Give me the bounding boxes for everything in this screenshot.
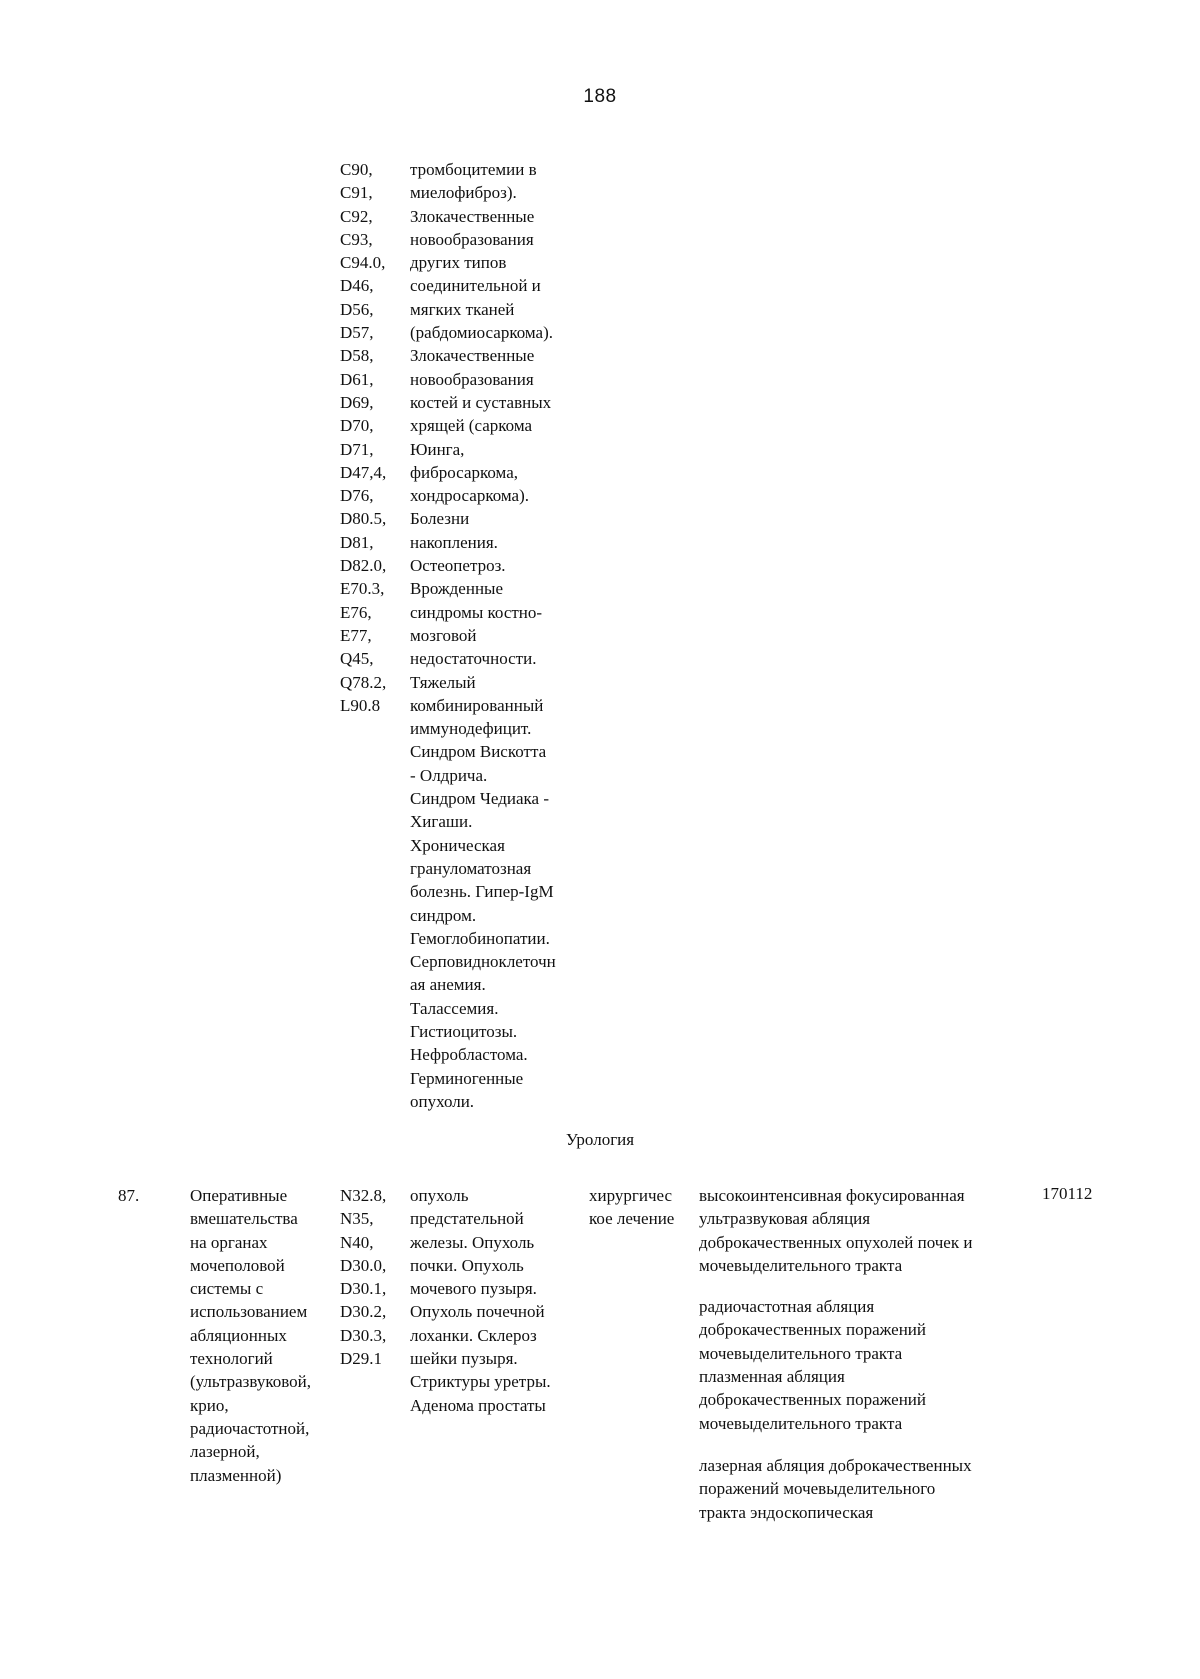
icd-code: C94.0, [340, 253, 386, 273]
diagnosis-line: опухоль [410, 1186, 469, 1205]
icd-code: N35, [340, 1209, 374, 1229]
treatment-line: хирургичес [589, 1186, 673, 1205]
method-plasma [699, 1365, 972, 1435]
diagnosis-line: шейки пузыря. [410, 1349, 518, 1369]
treatment-line: кое лечение [589, 1209, 675, 1229]
icd-code: D56, [340, 299, 374, 319]
method-line: поражений мочевыделительного [699, 1479, 936, 1499]
diagnosis-line: соединительной и [410, 276, 541, 296]
diagnosis-line: (рабдомиосаркома). [410, 323, 554, 343]
method-line: доброкачественных опухолей почек и [699, 1232, 973, 1252]
diagnosis-line: иммунодефицит. [410, 719, 532, 739]
diagnosis-line: Тяжелый [410, 672, 476, 692]
icd-code: D80.5, [340, 509, 387, 529]
diagnosis-line: Хроническая [410, 835, 505, 855]
procedure-line: крио, [190, 1395, 229, 1415]
icd-code: D81, [340, 532, 374, 552]
icd-code: Q45, [340, 649, 374, 669]
icd-code: Q78.2, [340, 672, 387, 692]
page-number: 188 [583, 86, 617, 107]
diagnosis-line: Остеопетроз. [410, 556, 506, 576]
icd-code: D70, [340, 416, 374, 436]
icd-code: E76, [340, 602, 372, 622]
treatment-column [589, 1184, 674, 1231]
diagnosis-line: Болезни [410, 509, 470, 529]
icd-code: E77, [340, 625, 372, 645]
price-value: 170112 [1042, 1184, 1093, 1203]
method-laser [699, 1454, 972, 1524]
diagnosis-line: синдром. [410, 905, 477, 925]
diagnosis-line: новообразования [410, 229, 534, 249]
diagnosis-line: хондросаркома). [410, 486, 529, 506]
icd-code: N32.8, [340, 1186, 387, 1205]
procedure-line: Оперативные [190, 1186, 288, 1205]
procedure-column [190, 1184, 311, 1487]
diagnosis-line: Злокачественные [410, 206, 535, 226]
diagnosis-line: Юинга, [410, 439, 465, 459]
diagnosis-line: Хигаши. [410, 812, 473, 832]
procedure-line: использованием [190, 1302, 308, 1322]
icd-code: D57, [340, 323, 374, 343]
diagnosis-line: грануломатозная [410, 858, 532, 878]
procedure-line: мочеполовой [190, 1255, 285, 1275]
method-line: плазменная абляция [699, 1367, 845, 1387]
row-diagnosis-column [410, 1184, 551, 1417]
diagnosis-line: Талассемия. [410, 998, 499, 1018]
method-radiofrequency [699, 1295, 972, 1365]
method-line: мочевыделительного тракта [699, 1413, 903, 1433]
procedure-line: (ультразвуковой, [190, 1372, 312, 1392]
diagnosis-line: Синдром Вискотта [410, 742, 547, 762]
icd-code: N40, [340, 1232, 374, 1252]
icd-code: D61, [340, 369, 374, 389]
icd-code: E70.3, [340, 579, 385, 599]
diagnosis-line: Синдром Чедиака - [410, 789, 549, 809]
icd-code: D58, [340, 346, 374, 366]
icd-code: D30.2, [340, 1302, 387, 1322]
method-line: мочевыделительного тракта [699, 1343, 903, 1363]
diagnosis-line: недостаточности. [410, 649, 537, 669]
procedure-line: на органах [190, 1232, 268, 1252]
icd-code: D46, [340, 276, 374, 296]
method-line: тракта эндоскопическая [699, 1502, 874, 1522]
icd-code: D76, [340, 486, 374, 506]
diagnosis-line: миелофиброз). [410, 183, 517, 203]
icd-code: D47,4, [340, 462, 387, 482]
diagnosis-line: болезнь. Гипер-IgM [410, 882, 554, 902]
icd-code: C90, [340, 160, 373, 179]
method-line: ультразвуковая абляция [699, 1209, 871, 1229]
method-line: доброкачественных поражений [699, 1320, 927, 1340]
diagnosis-line: Серповидноклеточн [410, 952, 556, 972]
diagnosis-line: Врожденные [410, 579, 504, 599]
procedure-line: абляционных [190, 1325, 287, 1345]
procedure-line: системы с [190, 1279, 264, 1299]
method-line: лазерная абляция доброкачественных [699, 1455, 972, 1475]
diagnosis-line: лоханки. Склероз [410, 1325, 537, 1345]
procedure-line: радиочастотной, [190, 1418, 310, 1438]
diagnosis-line: хрящей (саркома [410, 416, 533, 436]
diagnosis-line: костей и суставных [410, 392, 552, 412]
icd-code: L90.8 [340, 695, 381, 715]
icd-code: C92, [340, 206, 373, 226]
diagnosis-line: опухоли. [410, 1091, 475, 1111]
icd-code: D30.3, [340, 1325, 387, 1345]
method-line: мочевыделительного тракта [699, 1255, 903, 1275]
icd-code: C91, [340, 183, 373, 203]
spacer [699, 1277, 972, 1295]
diagnosis-line: мозговой [410, 625, 477, 645]
diagnosis-line: мочевого пузыря. [410, 1279, 537, 1299]
procedure-line: технологий [190, 1349, 273, 1369]
continued-codes-column [340, 158, 386, 717]
diagnosis-line: ая анемия. [410, 975, 486, 995]
icd-code: D30.0, [340, 1255, 387, 1275]
diagnosis-line: предстательной [410, 1209, 524, 1229]
diagnosis-line: Герминогенные [410, 1068, 524, 1088]
method-line: доброкачественных поражений [699, 1390, 927, 1410]
diagnosis-line: накопления. [410, 532, 498, 552]
diagnosis-line: Гемоглобинопатии. [410, 928, 550, 948]
icd-code: C93, [340, 229, 373, 249]
icd-code: D69, [340, 392, 374, 412]
spacer [699, 1435, 972, 1454]
diagnosis-line: тромбоцитемии в [410, 160, 537, 179]
diagnosis-line: почки. Опухоль [410, 1255, 524, 1275]
procedure-line: плазменной) [190, 1465, 282, 1485]
row-codes-column [340, 1184, 386, 1370]
icd-code: D30.1, [340, 1279, 387, 1299]
diagnosis-line: фибросаркома, [410, 462, 518, 482]
method-hifu [699, 1184, 972, 1277]
method-line: радиочастотная абляция [699, 1297, 875, 1317]
diagnosis-line: железы. Опухоль [410, 1232, 535, 1252]
diagnosis-line: Злокачественные [410, 346, 535, 366]
diagnosis-line: Стриктуры уретры. [410, 1372, 551, 1392]
diagnosis-line: других типов [410, 253, 507, 273]
icd-code: D29.1 [340, 1349, 383, 1369]
procedure-line: лазерной, [190, 1442, 260, 1462]
icd-code: D82.0, [340, 556, 387, 576]
diagnosis-line: Нефробластома. [410, 1045, 528, 1065]
diagnosis-line: Аденома простаты [410, 1395, 546, 1415]
diagnosis-line: Опухоль почечной [410, 1302, 545, 1322]
methods-column [699, 1184, 972, 1524]
diagnosis-line: - Олдрича. [410, 765, 488, 785]
diagnosis-line: комбинированный [410, 695, 544, 715]
section-title: Урология [565, 1130, 635, 1149]
diagnosis-line: новообразования [410, 369, 534, 389]
diagnosis-line: мягких тканей [410, 299, 515, 319]
method-line: высокоинтенсивная фокусированная [699, 1186, 965, 1205]
diagnosis-line: Гистиоцитозы. [410, 1021, 518, 1041]
procedure-line: вмешательства [190, 1209, 298, 1229]
row-number: 87. [118, 1186, 140, 1205]
diagnosis-line: синдромы костно- [410, 602, 543, 622]
continued-diagnosis-column [410, 158, 556, 1113]
icd-code: D71, [340, 439, 374, 459]
